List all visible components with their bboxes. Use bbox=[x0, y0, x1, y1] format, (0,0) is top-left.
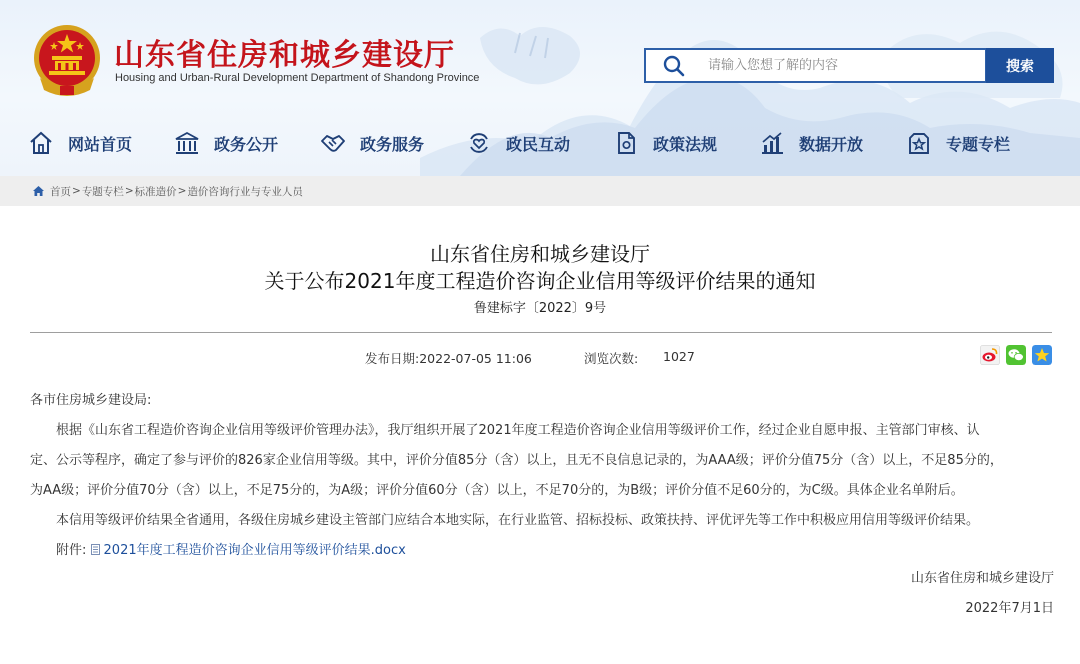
site-subtitle: Housing and Urban-Rural Development Department of Shandong Province bbox=[115, 72, 480, 84]
nav-item-label: 专题专栏 bbox=[946, 134, 1011, 154]
search-input[interactable] bbox=[708, 58, 978, 73]
site-title: 山东省住房和城乡建设厅 bbox=[114, 38, 455, 73]
article-body bbox=[30, 386, 1060, 566]
paragraph-line: 根据《山东省工程造价咨询企业信用等级评价管理办法》，我厅组织开展了2021年度工程造价咨询企业信用等级评价工作，经过企业自愿申报、主管部门审核、认 bbox=[56, 423, 980, 438]
signature-organization: 山东省住房和城乡建设厅 bbox=[910, 571, 1054, 586]
site-header bbox=[0, 0, 1080, 176]
weibo-icon[interactable] bbox=[980, 345, 1000, 365]
search-icon bbox=[662, 54, 686, 78]
publish-date-label: 发布日期: bbox=[365, 351, 420, 366]
signature-date: 2022年7月1日 bbox=[965, 601, 1054, 616]
nav-item-label: 数据开放 bbox=[799, 134, 864, 154]
breadcrumb-separator: > bbox=[72, 185, 81, 197]
breadcrumb-separator: > bbox=[177, 185, 187, 197]
main-nav bbox=[0, 120, 1080, 166]
breadcrumb-separator: > bbox=[124, 185, 134, 197]
breadcrumb-item-consulting[interactable]: 造价咨询行业与专业人员 bbox=[187, 185, 303, 198]
nav-item-topics[interactable] bbox=[906, 120, 1010, 166]
handshake-icon bbox=[320, 130, 346, 156]
attachment-row bbox=[30, 536, 1060, 566]
attachment-link[interactable]: 2021年度工程造价咨询企业信用等级评价结果.docx bbox=[103, 543, 406, 558]
topic-icon bbox=[906, 130, 932, 156]
nav-item-open-data[interactable] bbox=[759, 120, 863, 166]
breadcrumb-item-home[interactable]: 首页 bbox=[50, 185, 71, 198]
document-icon bbox=[613, 130, 639, 156]
article-title-line1: 山东省住房和城乡建设厅 bbox=[430, 242, 650, 266]
building-icon bbox=[174, 130, 200, 156]
paragraph-line: 本信用等级评价结果全省通用，各级住房城乡建设主管部门应结合本地实际，在行业监管、招标投标、政策扶持、评优评先等工作中积极应用信用等级评价结果。 bbox=[56, 513, 980, 528]
file-icon bbox=[91, 544, 100, 555]
national-emblem-logo bbox=[30, 20, 104, 98]
publish-date bbox=[365, 349, 532, 367]
nav-item-label: 网站首页 bbox=[68, 134, 133, 154]
view-count-label: 浏览次数: bbox=[584, 351, 639, 366]
paragraph-line: 为AA级；评价分值70分（含）以上，不足75分的，为A级；评价分值60分（含）以上，不足70分的，为B级；评价分值不足60分的，为C级。具体企业名单附后。 bbox=[30, 483, 964, 498]
interaction-icon bbox=[466, 130, 492, 156]
nav-item-label: 政策法规 bbox=[653, 134, 718, 154]
search-box bbox=[644, 48, 987, 83]
publish-date-value: 2022-07-05 11:06 bbox=[419, 351, 532, 366]
wechat-icon[interactable] bbox=[1006, 345, 1026, 365]
chart-icon bbox=[759, 130, 785, 156]
paragraph-line: 定、公示等程序，确定了参与评价的826家企业信用等级。其中，评价分值85分（含）以上，且无不良信息记录的，为AAA级；评价分值75分（含）以上，不足85分的， bbox=[30, 453, 1003, 468]
search-button[interactable]: 搜索 bbox=[986, 48, 1054, 83]
nav-item-policy[interactable] bbox=[613, 120, 717, 166]
article-title-line2: 关于公布2021年度工程造价咨询企业信用等级评价结果的通知 bbox=[264, 269, 816, 293]
addressee: 各市住房城乡建设局: bbox=[30, 393, 152, 408]
nav-item-label: 政民互动 bbox=[506, 134, 571, 154]
nav-item-label: 政务公开 bbox=[214, 134, 279, 154]
nav-item-gov-services[interactable] bbox=[320, 120, 424, 166]
view-count-value: 1027 bbox=[663, 349, 695, 364]
breadcrumb-item-topics[interactable]: 专题专栏 bbox=[81, 185, 124, 198]
attachment-label: 附件: bbox=[56, 543, 87, 558]
document-number: 鲁建标字〔2022〕9号 bbox=[473, 301, 607, 316]
title-divider bbox=[30, 332, 1052, 333]
home-icon bbox=[32, 185, 45, 197]
nav-item-home[interactable] bbox=[28, 120, 132, 166]
home-icon bbox=[28, 130, 54, 156]
breadcrumb-item-cost[interactable]: 标准造价 bbox=[134, 185, 177, 198]
breadcrumb bbox=[0, 176, 1080, 206]
nav-item-interaction[interactable] bbox=[466, 120, 570, 166]
favorite-star-icon[interactable] bbox=[1032, 345, 1052, 365]
view-count bbox=[584, 349, 638, 367]
nav-item-gov-affairs[interactable] bbox=[174, 120, 278, 166]
nav-item-label: 政务服务 bbox=[360, 134, 425, 154]
